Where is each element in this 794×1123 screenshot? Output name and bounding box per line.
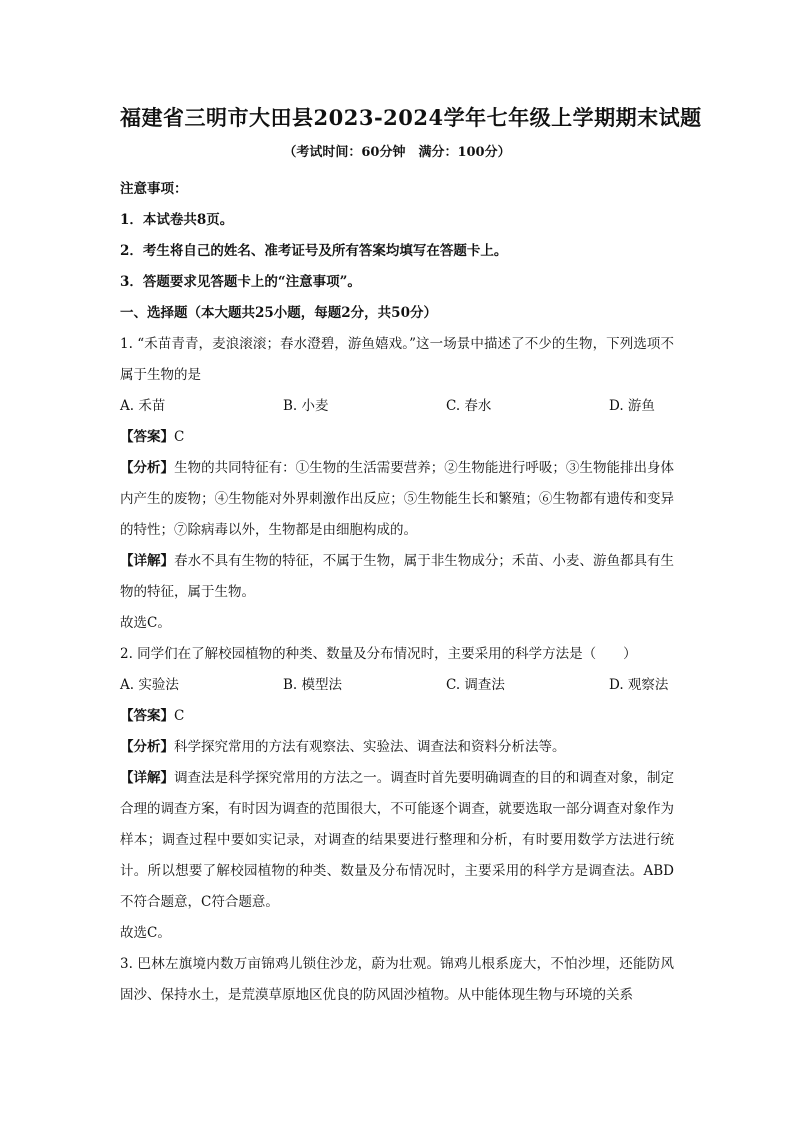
question-2-answer xyxy=(120,701,674,732)
question-3-stem: 3. 巴林左旗境内数万亩锦鸡儿锁住沙龙，蔚为壮观。锦鸡儿根系庞大，不怕沙埋，还能防风固沙、保持水土，是荒漠草原地区优良的防风固沙植物。从中能体现生物与环境的关系 xyxy=(120,956,674,1003)
answer-value: C xyxy=(174,708,185,724)
answer-tag: 【答案】 xyxy=(120,708,174,724)
option-b: B. 小麦 xyxy=(283,398,329,414)
question-2-conclusion: 故选C。 xyxy=(120,925,171,941)
option-d: D. 游鱼 xyxy=(609,398,655,414)
question-1-analysis xyxy=(120,453,674,546)
answer-value: C xyxy=(174,429,185,445)
note-item: 3．答题要求见答题卡上的“注意事项”。 xyxy=(120,274,361,290)
question-2-detail xyxy=(120,763,674,918)
option-d: D. 观察法 xyxy=(609,677,669,693)
detail-text: 春水不具有生物的特征，不属于生物，属于非生物成分；禾苗、小麦、游鱼都具有生物的特征，属于生物。 xyxy=(120,553,675,600)
detail-text: 调查法是科学探究常用的方法之一。调查时首先要明确调查的目的和调查对象，制定合理的调查方案，有时因为调查的范围很大，不可能逐个调查，就要选取一部分调查对象作为样本；调查过程中要如实记录，对调查的结果要进行整理和分析，有时要用数学方法进行统计。所以想要了解校园植物的种类、数量及分布情况时，主要采用的科学方是调查法。ABD不符合题意，C符合题意。 xyxy=(120,770,675,910)
question-1-stem: 1. “禾苗青青，麦浪滚滚；春水澄碧，游鱼嬉戏。”这一场景中描述了不少的生物，下列选项不属于生物的是 xyxy=(120,336,674,383)
option-a: A. 禾苗 xyxy=(120,398,166,414)
answer-tag: 【答案】 xyxy=(120,429,174,445)
question-2-stem: 2. 同学们在了解校园植物的种类、数量及分布情况时，主要采用的科学方法是（ ） xyxy=(120,646,637,662)
detail-tag: 【详解】 xyxy=(120,770,175,786)
analysis-text: 科学探究常用的方法有观察法、实验法、调查法和资料分析法等。 xyxy=(174,739,566,755)
question-1-answer xyxy=(120,422,674,453)
question-1-detail xyxy=(120,546,674,608)
note-item: 1．本试卷共8页。 xyxy=(120,212,234,228)
analysis-text: 生物的共同特征有：①生物的生活需要营养；②生物能进行呼吸；③生物能排出身体内产生的废物；④生物能对外界刺激作出反应；⑤生物能生长和繁殖；⑥生物都有遗传和变异的特性；⑦除病毒以外，生物都是由细胞构成的。 xyxy=(120,460,675,538)
question-2-analysis xyxy=(120,732,674,763)
page-title: 福建省三明市大田县2023-2024学年七年级上学期期末试题 xyxy=(120,105,702,130)
option-c: C. 调查法 xyxy=(446,677,505,693)
section-heading: 一、选择题（本大题共25小题，每题2分，共50分） xyxy=(120,305,437,321)
question-1-options xyxy=(120,391,674,422)
detail-tag: 【详解】 xyxy=(120,553,175,569)
analysis-tag: 【分析】 xyxy=(120,739,174,755)
notes-heading: 注意事项： xyxy=(120,181,188,197)
analysis-tag: 【分析】 xyxy=(120,460,175,476)
option-b: B. 模型法 xyxy=(283,677,343,693)
option-c: C. 春水 xyxy=(446,398,492,414)
question-2-options xyxy=(120,670,674,701)
option-a: A. 实验法 xyxy=(120,677,179,693)
note-item: 2．考生将自己的姓名、准考证号及所有答案均填写在答题卡上。 xyxy=(120,243,508,259)
exam-info: （考试时间：60分钟 满分：100分） xyxy=(283,145,511,160)
question-1-conclusion: 故选C。 xyxy=(120,615,171,631)
